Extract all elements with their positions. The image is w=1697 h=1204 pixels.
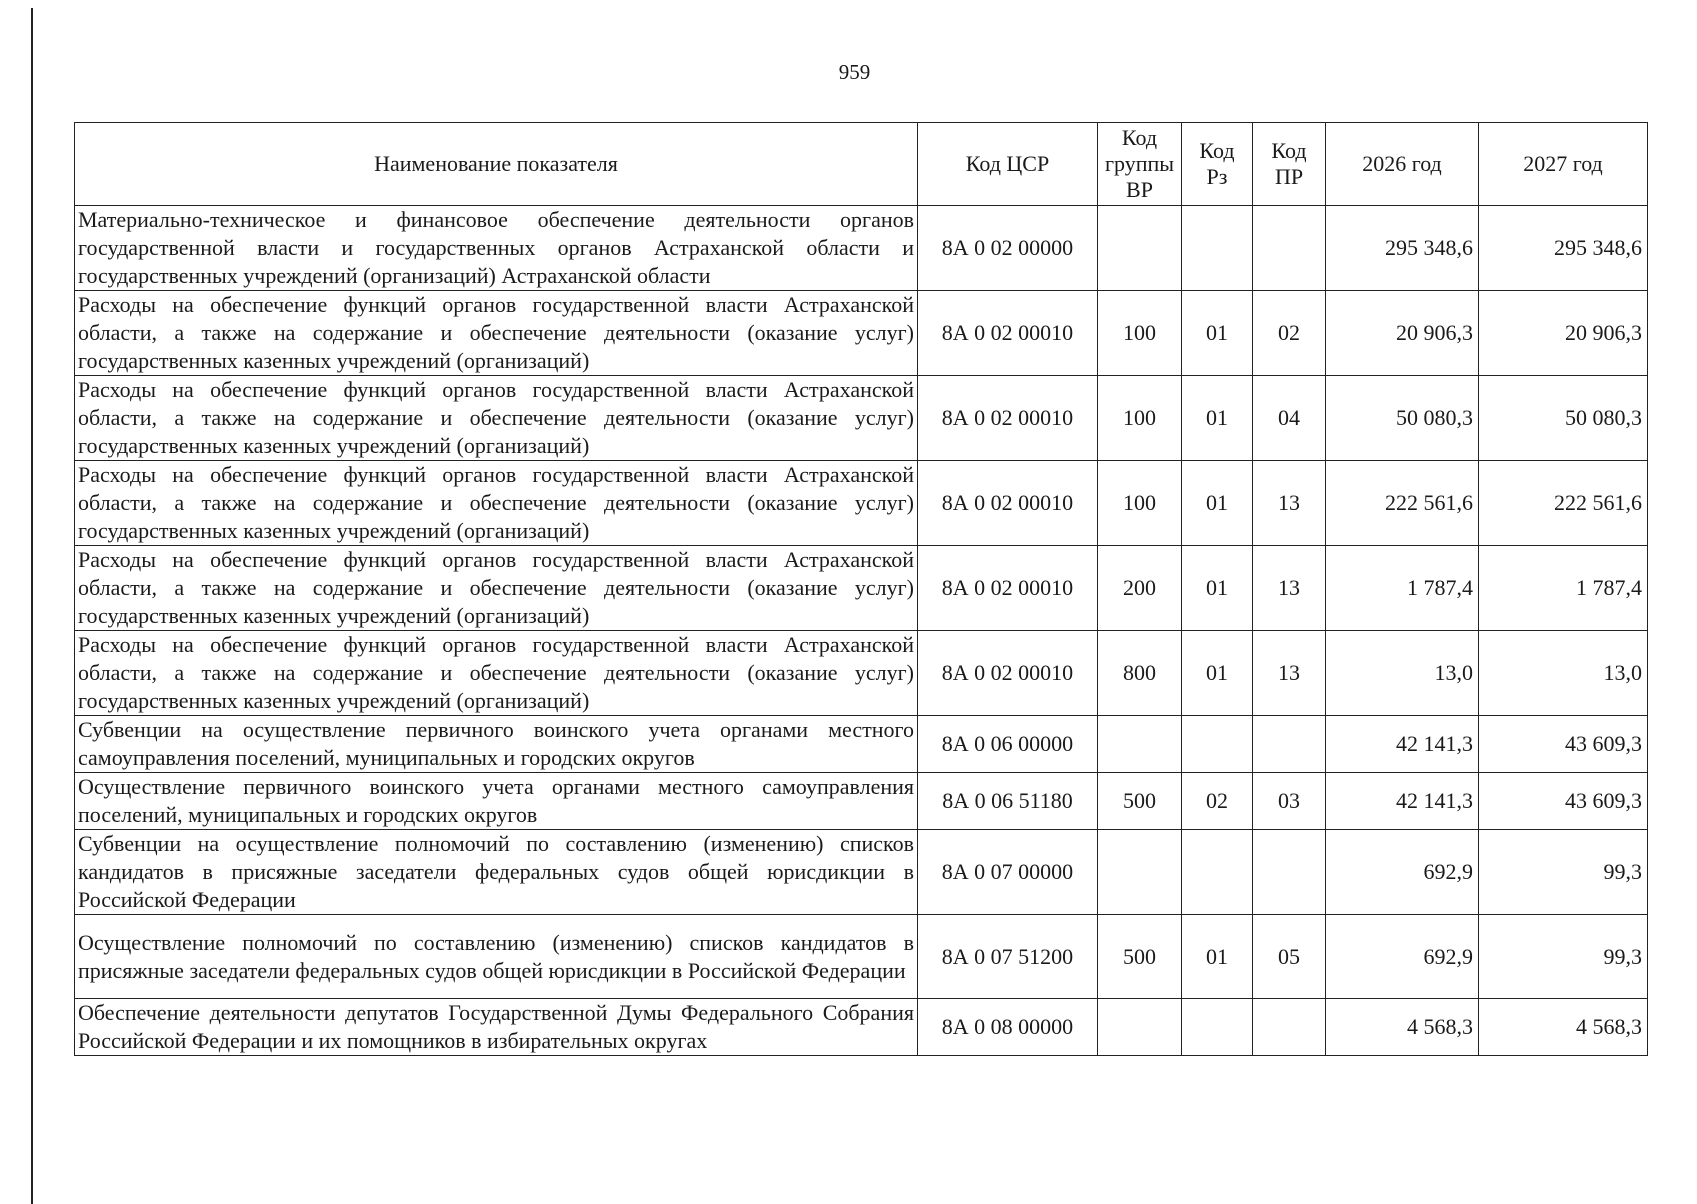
cell-2027: 222 561,6 [1479, 461, 1648, 546]
cell-rz: 01 [1182, 461, 1253, 546]
table-row [75, 830, 1648, 915]
header-vr-line1: Код [1121, 125, 1158, 150]
table-row [75, 546, 1648, 631]
header-rz-line2: Рз [1206, 164, 1228, 189]
header-rz-line1: Код [1199, 138, 1235, 163]
header-vr-line3: ВР [1126, 177, 1153, 202]
cell-name: Расходы на обеспечение функций органов государственной власти Астраханской области, а также на содержание и обеспечение деятельности (оказание услуг) государственных казенных учреждений (организаций) [75, 546, 918, 631]
cell-2027: 43 609,3 [1479, 716, 1648, 773]
cell-2027: 4 568,3 [1479, 999, 1648, 1056]
cell-rz [1182, 716, 1253, 773]
cell-pr: 04 [1253, 376, 1326, 461]
cell-pr: 13 [1253, 631, 1326, 716]
cell-2026: 692,9 [1326, 830, 1479, 915]
header-csr: Код ЦСР [918, 123, 1098, 206]
cell-csr: 8А 0 02 00010 [918, 631, 1098, 716]
cell-rz [1182, 206, 1253, 291]
cell-pr: 03 [1253, 773, 1326, 830]
table-row [75, 915, 1648, 999]
cell-vr [1098, 999, 1182, 1056]
cell-vr [1098, 830, 1182, 915]
cell-vr: 800 [1098, 631, 1182, 716]
header-row [75, 123, 1648, 206]
cell-2027: 43 609,3 [1479, 773, 1648, 830]
cell-2027: 99,3 [1479, 830, 1648, 915]
cell-csr: 8А 0 02 00010 [918, 461, 1098, 546]
cell-vr: 500 [1098, 915, 1182, 999]
cell-pr: 13 [1253, 546, 1326, 631]
cell-csr: 8А 0 02 00000 [918, 206, 1098, 291]
cell-rz: 02 [1182, 773, 1253, 830]
cell-2026: 42 141,3 [1326, 773, 1479, 830]
cell-2026: 222 561,6 [1326, 461, 1479, 546]
table-row [75, 206, 1648, 291]
cell-name: Расходы на обеспечение функций органов государственной власти Астраханской области, а также на содержание и обеспечение деятельности (оказание услуг) государственных казенных учреждений (организаций) [75, 291, 918, 376]
cell-2026: 50 080,3 [1326, 376, 1479, 461]
cell-2026: 692,9 [1326, 915, 1479, 999]
cell-csr: 8А 0 08 00000 [918, 999, 1098, 1056]
cell-rz [1182, 999, 1253, 1056]
cell-2027: 1 787,4 [1479, 546, 1648, 631]
table-row [75, 461, 1648, 546]
table-row [75, 376, 1648, 461]
cell-2027: 50 080,3 [1479, 376, 1648, 461]
cell-name: Материально-техническое и финансовое обеспечение деятельности органов государственной власти и государственных органов Астраханской области и государственных учреждений (организаций) Астраханской области [75, 206, 918, 291]
cell-2026: 1 787,4 [1326, 546, 1479, 631]
cell-vr [1098, 206, 1182, 291]
header-2027: 2027 год [1479, 123, 1648, 206]
header-vr-line2: группы [1104, 151, 1175, 176]
cell-vr: 200 [1098, 546, 1182, 631]
header-2026: 2026 год [1326, 123, 1479, 206]
cell-pr: 02 [1253, 291, 1326, 376]
cell-csr: 8А 0 06 51180 [918, 773, 1098, 830]
cell-2026: 4 568,3 [1326, 999, 1479, 1056]
cell-csr: 8А 0 02 00010 [918, 546, 1098, 631]
binding-margin-line [31, 8, 33, 1204]
cell-vr: 100 [1098, 376, 1182, 461]
cell-2026: 295 348,6 [1326, 206, 1479, 291]
header-rz [1182, 123, 1253, 206]
cell-pr [1253, 999, 1326, 1056]
cell-rz [1182, 830, 1253, 915]
table-row [75, 291, 1648, 376]
page-number: 959 [838, 60, 871, 84]
cell-pr: 13 [1253, 461, 1326, 546]
cell-csr: 8А 0 07 51200 [918, 915, 1098, 999]
cell-vr: 500 [1098, 773, 1182, 830]
cell-name: Расходы на обеспечение функций органов государственной власти Астраханской области, а также на содержание и обеспечение деятельности (оказание услуг) государственных казенных учреждений (организаций) [75, 461, 918, 546]
cell-vr: 100 [1098, 291, 1182, 376]
table-row [75, 716, 1648, 773]
cell-vr [1098, 716, 1182, 773]
cell-name: Расходы на обеспечение функций органов государственной власти Астраханской области, а также на содержание и обеспечение деятельности (оказание услуг) государственных казенных учреждений (организаций) [75, 631, 918, 716]
cell-pr [1253, 206, 1326, 291]
cell-rz: 01 [1182, 915, 1253, 999]
table-row [75, 631, 1648, 716]
cell-2027: 99,3 [1479, 915, 1648, 999]
cell-vr: 100 [1098, 461, 1182, 546]
header-pr-line1: Код [1271, 138, 1307, 163]
cell-csr: 8А 0 02 00010 [918, 291, 1098, 376]
header-name: Наименование показателя [75, 123, 918, 206]
cell-2027: 20 906,3 [1479, 291, 1648, 376]
cell-csr: 8А 0 02 00010 [918, 376, 1098, 461]
cell-name: Обеспечение деятельности депутатов Государственной Думы Федерального Собрания Российской Федерации и их помощников в избирательных округах [75, 999, 918, 1056]
cell-csr: 8А 0 07 00000 [918, 830, 1098, 915]
cell-2027: 13,0 [1479, 631, 1648, 716]
cell-rz: 01 [1182, 631, 1253, 716]
header-pr-line2: ПР [1274, 164, 1304, 189]
budget-table [74, 122, 1648, 1056]
header-vr [1098, 123, 1182, 206]
cell-name: Субвенции на осуществление полномочий по составлению (изменению) списков кандидатов в присяжные заседатели федеральных судов общей юрисдикции в Российской Федерации [75, 830, 918, 915]
table-row [75, 999, 1648, 1056]
cell-name: Осуществление полномочий по составлению (изменению) списков кандидатов в присяжные заседатели федеральных судов общей юрисдикции в Российской Федерации [75, 915, 918, 999]
cell-pr [1253, 716, 1326, 773]
cell-2026: 20 906,3 [1326, 291, 1479, 376]
cell-name: Осуществление первичного воинского учета органами местного самоуправления поселений, муниципальных и городских округов [75, 773, 918, 830]
cell-2026: 13,0 [1326, 631, 1479, 716]
cell-pr: 05 [1253, 915, 1326, 999]
table-row [75, 773, 1648, 830]
header-pr [1253, 123, 1326, 206]
cell-pr [1253, 830, 1326, 915]
cell-rz: 01 [1182, 291, 1253, 376]
cell-2027: 295 348,6 [1479, 206, 1648, 291]
cell-csr: 8А 0 06 00000 [918, 716, 1098, 773]
cell-rz: 01 [1182, 546, 1253, 631]
cell-2026: 42 141,3 [1326, 716, 1479, 773]
cell-name: Субвенции на осуществление первичного воинского учета органами местного самоуправления поселений, муниципальных и городских округов [75, 716, 918, 773]
cell-rz: 01 [1182, 376, 1253, 461]
cell-name: Расходы на обеспечение функций органов государственной власти Астраханской области, а также на содержание и обеспечение деятельности (оказание услуг) государственных казенных учреждений (организаций) [75, 376, 918, 461]
